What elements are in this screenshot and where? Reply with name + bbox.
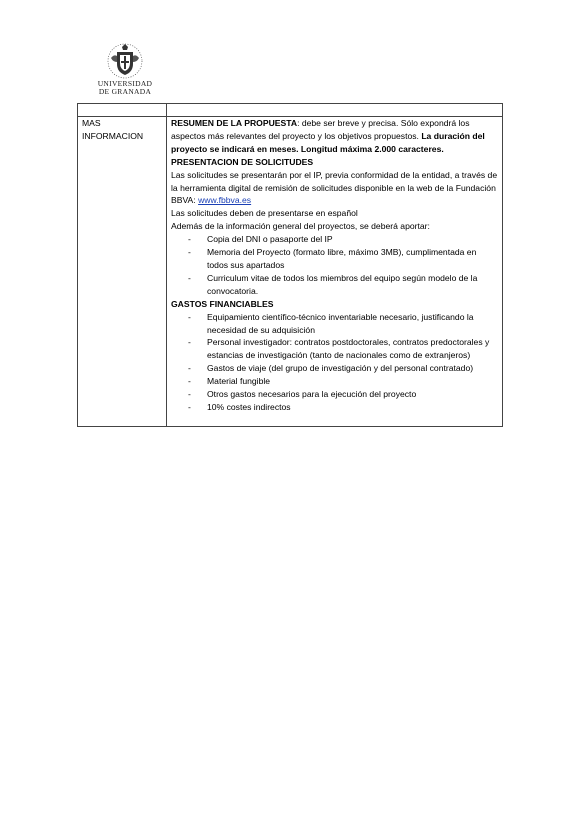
- table-row-empty: [78, 104, 503, 117]
- list-item: - Memoria del Proyecto (formato libre, máximo 3MB), cumplimentada en todos sus apartados: [171, 246, 498, 272]
- list-item: - Personal investigador: contratos postdoctorales, contratos predoctorales y estancias de investigación (tanto de nacionales como de extranjeros): [171, 336, 498, 362]
- table-row-main: [78, 117, 503, 427]
- list-item: - Copia del DNI o pasaporte del IP: [171, 233, 498, 246]
- list-item: - Curriculum vitae de todos los miembros del equipo según modelo de la convocatoria.: [171, 272, 498, 298]
- list-item: - Gastos de viaje (del grupo de investigación y del personal contratado): [171, 362, 498, 375]
- resumen-text: : debe ser breve y precisa. Sólo expondrá los aspectos más relevantes del proyecto y los objetivos propuestos.: [171, 118, 470, 141]
- language-note: Las solicitudes deben de presentarse en español: [171, 208, 358, 219]
- presentacion-paragraph: [171, 169, 498, 208]
- presentacion-heading: PRESENTACION DE SOLICITUDES: [171, 156, 314, 167]
- gastos-list: [171, 311, 498, 414]
- list-item: - Equipamiento científico-técnico inventariable necesario, justificando la necesidad de su adquisición: [171, 311, 498, 337]
- resumen-bold-text: La duración del proyecto se indicará en meses. Longitud máxima 2.000 caracteres.: [171, 130, 485, 154]
- requirements-list: [171, 233, 498, 298]
- info-table: [77, 103, 503, 427]
- list-item: - Otros gastos necesarios para la ejecución del proyecto: [171, 388, 498, 401]
- empty-cell-left: [78, 104, 167, 117]
- gastos-heading: GASTOS FINANCIABLES: [171, 298, 274, 309]
- resumen-heading: RESUMEN DE LA PROPUESTA: [171, 118, 298, 128]
- row-label-text: MAS INFORMACION: [82, 118, 144, 141]
- coat-of-arms-icon: [105, 42, 145, 80]
- empty-cell-right: [167, 104, 503, 117]
- list-item: - Material fungible: [171, 375, 498, 388]
- requirements-intro: Además de la información general del proyectos, se deberá aportar:: [171, 221, 430, 232]
- university-logo: [88, 42, 162, 102]
- presentacion-text: Las solicitudes se presentarán por el IP, previa conformidad de la entidad, a través de la herramienta digital de remisión de solicitudes disponible en la web de la Fundación BBVA:: [171, 169, 498, 206]
- row-label: [78, 117, 167, 427]
- row-content: [167, 117, 503, 427]
- logo-line-2: DE GRANADA: [98, 87, 152, 96]
- fbbva-link[interactable]: www.fbbva.es: [198, 195, 252, 206]
- logo-line-1: UNIVERSIDAD: [97, 79, 153, 88]
- list-item: - 10% costes indirectos: [171, 401, 498, 414]
- resumen-paragraph: [171, 117, 498, 156]
